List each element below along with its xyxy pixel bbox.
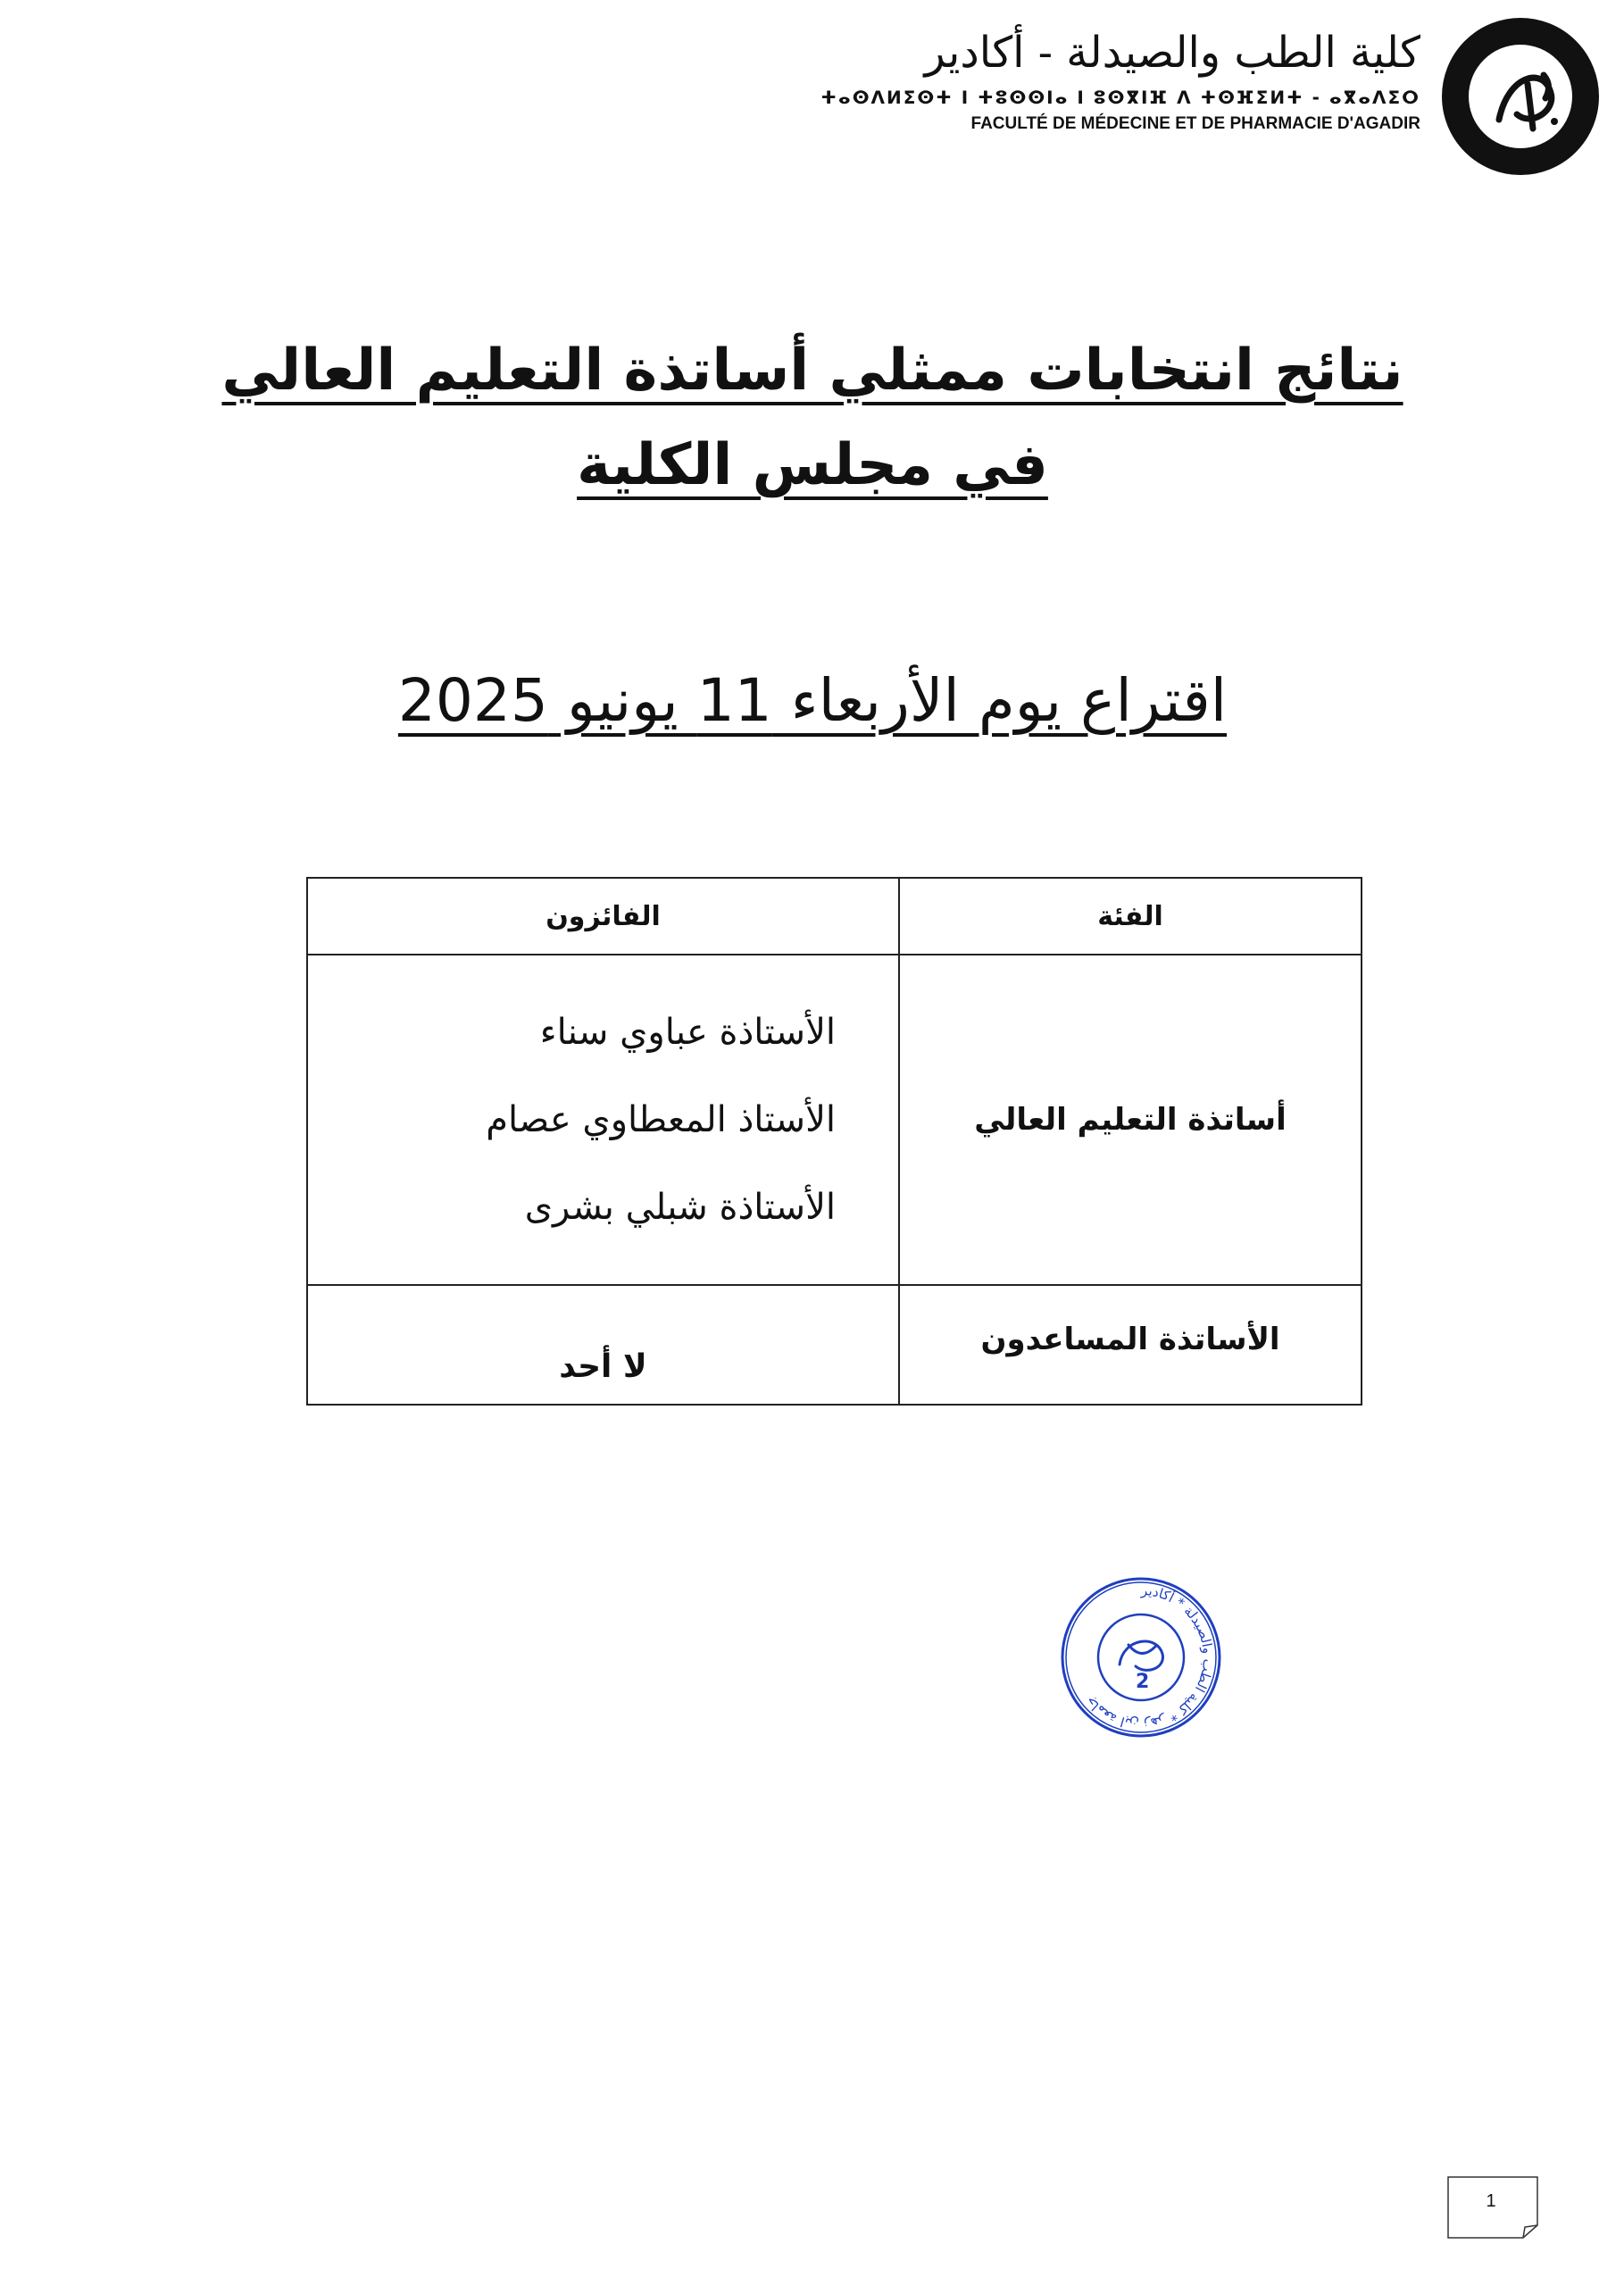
header xyxy=(795,18,1599,179)
table-header-row xyxy=(307,878,1362,955)
faculty-name-tifinagh: ⵜⴰⵙⴷⵍⵉⵙⵜ ⵏ ⵜⵓⵙⵙⵏⴰ ⵏ ⵓⵙⴳⵏⴼ ⴷ ⵜⵙⴼⵉⵍⵜ - ⴰⴳⴰⴷⵉⵔ xyxy=(820,87,1420,108)
winners-cell-none: لا أحد xyxy=(307,1285,899,1405)
faculty-name-french: FACULTÉ DE MÉDECINE ET DE PHARMACIE D'AGADIR xyxy=(970,114,1420,133)
university-logo-icon xyxy=(1442,18,1599,175)
category-cell: الأساتذة المساعدون xyxy=(899,1285,1362,1405)
page-number-box xyxy=(1446,2175,1539,2240)
winner-name: الأستاذة عباوي سناء xyxy=(539,1012,836,1053)
svg-text:جامعة ابن زهر * كلية الطب والص xyxy=(1082,1582,1216,1732)
faculty-name-block xyxy=(820,27,1420,136)
svg-text:2: 2 xyxy=(1136,1671,1150,1693)
winners-cell xyxy=(307,955,899,1285)
winner-name: الأستاذ المعطاوي عصام xyxy=(486,1099,836,1140)
official-stamp-icon xyxy=(1059,1575,1223,1740)
results-table xyxy=(306,877,1362,1406)
faculty-name-arabic: كلية الطب والصيدلة - أكادير xyxy=(924,28,1420,78)
document-title xyxy=(214,323,1411,513)
table-row xyxy=(307,1285,1362,1405)
election-date xyxy=(268,661,1357,741)
table-row xyxy=(307,955,1362,1285)
winner-name: الأستاذة شبلي بشرى xyxy=(524,1187,836,1228)
stamp-text: جامعة ابن زهر * كلية الطب والصيدلة * أكادير xyxy=(1082,1581,1217,1733)
page-number: 1 xyxy=(1486,2191,1496,2211)
document-title-text: نتائج انتخابات ممثلي أساتذة التعليم العالي في مجلس الكلية xyxy=(221,338,1403,498)
category-cell: أساتذة التعليم العالي xyxy=(899,955,1362,1285)
election-date-text: اقتراع يوم الأربعاء 11 يونيو 2025 xyxy=(397,666,1228,735)
header-category: الفئة xyxy=(899,878,1362,955)
header-winners: الفائزون xyxy=(307,878,899,955)
